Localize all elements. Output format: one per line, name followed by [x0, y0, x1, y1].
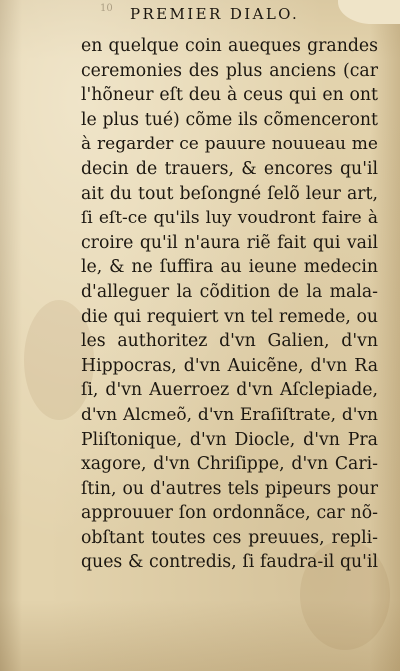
- text-line: croire qu'il n'aura riẽ fait qui vail: [81, 232, 378, 253]
- text-line: approuuer ſon ordonnãce, car nõ-: [81, 503, 378, 524]
- text-line: ques & contredis, ſi faudra-il qu'il: [81, 552, 378, 573]
- text-line: ceremonies des plus anciens (car: [81, 60, 378, 81]
- body-text: [81, 34, 378, 575]
- text-line: l'hõneur eſt deu à ceus qui en ont: [81, 85, 378, 106]
- text-line: decin de trauers, & encores qu'il: [81, 158, 378, 179]
- text-line: Pliſtonique, d'vn Diocle, d'vn Pra: [81, 429, 378, 450]
- text-line: die qui requiert vn tel remede, ou: [81, 306, 378, 327]
- text-line: le, & ne ſuffira au ieune medecin: [81, 257, 378, 278]
- text-line: à regarder ce pauure nouueau me: [81, 134, 378, 155]
- text-line: ſi, d'vn Auerroez d'vn Aſclepiade,: [81, 380, 378, 401]
- torn-page-corner: [338, 0, 400, 24]
- text-line: en quelque coin aueques grandes: [81, 36, 378, 56]
- text-line: xagore, d'vn Chriſippe, d'vn Cari-: [81, 454, 378, 475]
- text-line: le plus tué) cõme ils cõmenceront: [81, 109, 378, 130]
- running-title: PREMIER DIALO.: [130, 5, 300, 23]
- text-line: les authoritez d'vn Galien, d'vn: [81, 331, 378, 352]
- text-line: d'vn Alcmeõ, d'vn Eraſiſtrate, d'vn: [81, 404, 378, 425]
- text-line: ſi eſt-ce qu'ils luy voudront faire à: [81, 208, 378, 229]
- text-line: obſtant toutes ces preuues, repli-: [81, 527, 378, 548]
- text-line: d'alleguer la cõdition de la mala-: [81, 281, 378, 302]
- folio-number: 10: [100, 3, 113, 14]
- text-line: ait du tout beſongné ſelõ leur art,: [81, 183, 378, 204]
- text-line: Hippocras, d'vn Auicẽne, d'vn Ra: [81, 355, 378, 376]
- text-line: ſtin, ou d'autres tels pipeurs pour: [81, 478, 378, 499]
